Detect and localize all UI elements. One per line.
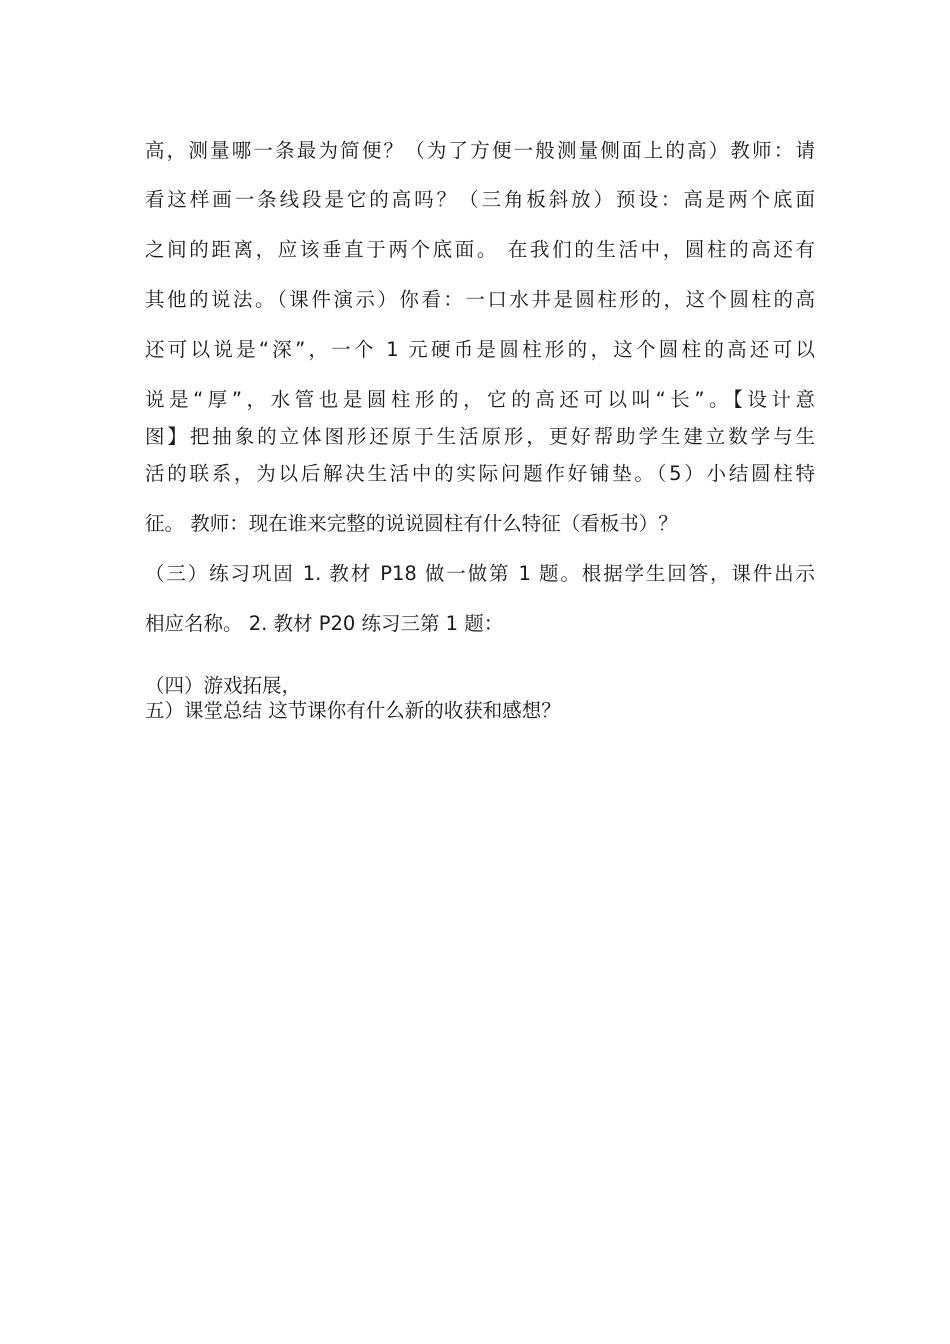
paragraph-line: 相应名称。 2. 教材 P20 练习三第 1 题： bbox=[145, 612, 504, 635]
paragraph-line: 活的联系，为以后解决生活中的实际问题作好铺垫。（5）小结圆柱特 bbox=[145, 462, 815, 485]
paragraph-line: 还可以说是“深”，一个 1 元硬币是圆柱形的，这个圆柱的高还可以 bbox=[145, 338, 815, 361]
paragraph-line: 说是“厚”，水管也是圆柱形的，它的高还可以叫“长”。【设计意 bbox=[145, 388, 815, 411]
paragraph-line: 其他的说法。（课件演示）你看：一口水井是圆柱形的，这个圆柱的高 bbox=[145, 288, 815, 311]
paragraph-line: 看这样画一条线段是它的高吗？（三角板斜放）预设：高是两个底面 bbox=[145, 188, 815, 211]
paragraph-line: 图】把抽象的立体图形还原于生活原形，更好帮助学生建立数学与生 bbox=[145, 425, 815, 448]
section-heading-game: （四）游戏拓展， bbox=[145, 674, 302, 697]
paragraph-line: 征。 教师：现在谁来完整的说说圆柱有什么特征（看板书）？ bbox=[145, 512, 678, 535]
section-heading-summary: 五）课堂总结 这节课你有什么新的收获和感想？ bbox=[145, 699, 561, 722]
paragraph-line: 之间的距离，应该垂直于两个底面。 在我们的生活中，圆柱的高还有 bbox=[145, 238, 815, 261]
paragraph-line: （三）练习巩固 1. 教材 P18 做一做第 1 题。根据学生回答，课件出示 bbox=[145, 562, 815, 585]
paragraph-line: 高，测量哪一条最为简便？（为了方便一般测量侧面上的高）教师：请 bbox=[145, 139, 815, 162]
